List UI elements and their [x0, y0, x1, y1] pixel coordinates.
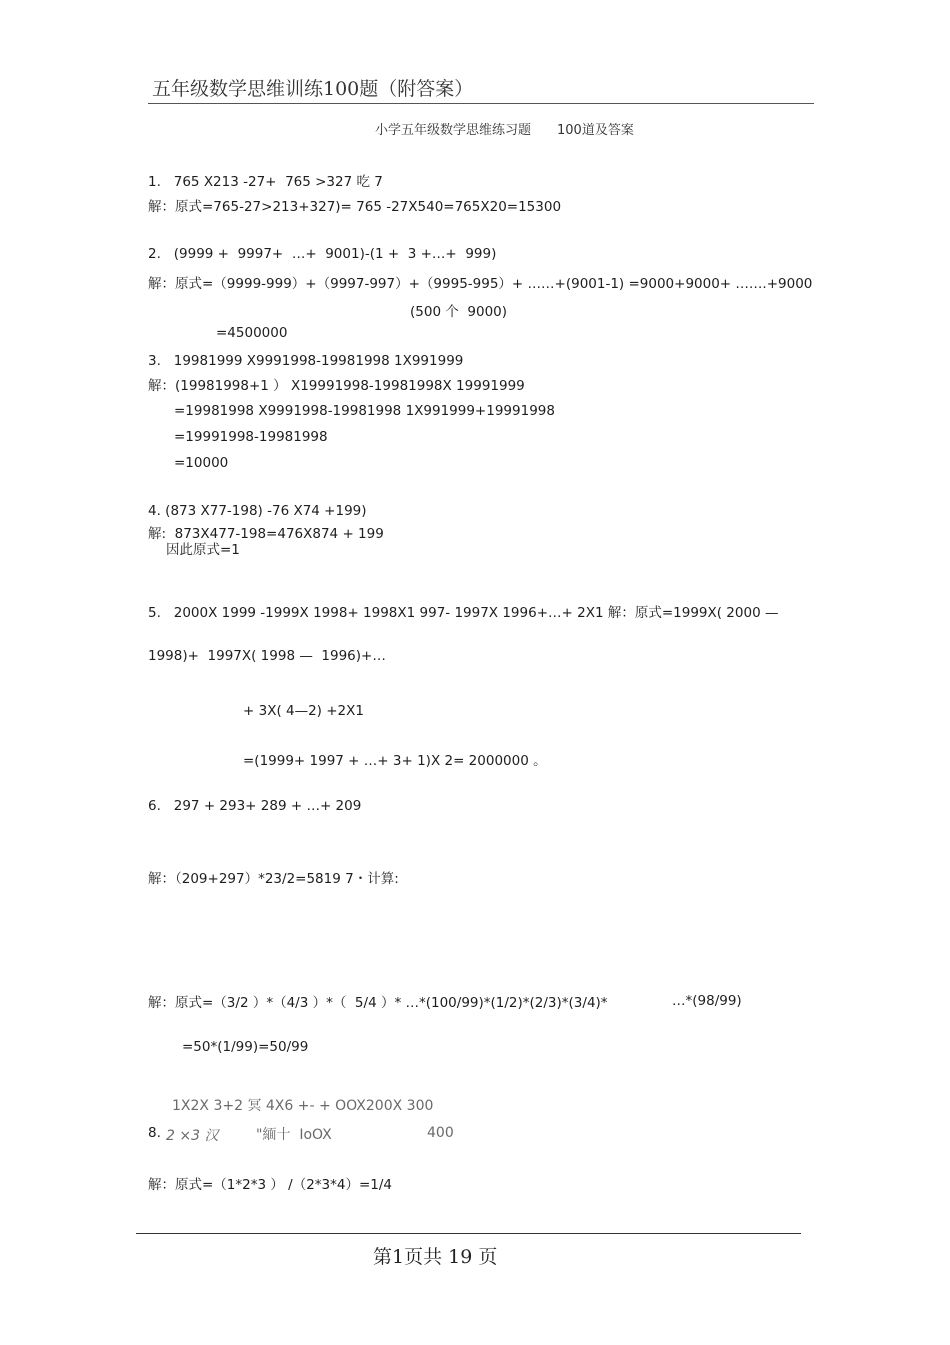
solution-1: 解：原式=765-27>213+327)= 765 -27X540=765X20=15300	[148, 199, 562, 215]
problem-5: 5. 2000X 1999 -1999X 1998+ 1998X1 997- 1997X 1996+…+ 2X1 解：原式=1999X( 2000 —	[148, 605, 779, 621]
page-number: 第1页共 19 页	[373, 1246, 498, 1268]
solution-4: 解: 873X477-198=476X874 + 199	[148, 526, 384, 542]
solution-3-step-1: =19981998 X9991998-19981998 1X991999+19991998	[174, 403, 555, 419]
solution-2: 解：原式=（9999-999）+（9997-997）+（9995-995）+ ……+(9001-1) =9000+9000+ …….+9000	[148, 276, 813, 292]
solution-7-result: =50*(1/99)=50/99	[182, 1039, 309, 1055]
footer-divider	[136, 1233, 801, 1234]
solution-5-result: =(1999+ 1997 + …+ 3+ 1)X 2= 2000000 。	[243, 753, 547, 769]
solution-5-step-1: 1998)+ 1997X( 1998 — 1996)+…	[148, 648, 386, 664]
solution-3-result: =10000	[174, 455, 229, 471]
problem-4: 4. (873 X77-198) -76 X74 +199)	[148, 503, 367, 519]
solution-5-step-2: + 3X( 4—2) +2X1	[243, 703, 364, 719]
problem-2: 2. (9999 + 9997+ …+ 9001)-(1 + 3 +…+ 999)	[148, 246, 497, 262]
problem-6: 6. 297 + 293+ 289 + …+ 209	[148, 798, 362, 814]
solution-7: 解：原式=（3/2 ）*（4/3 ）*（ 5/4 ）* …*(100/99)*(1/2)*(2/3)*(3/4)*	[148, 995, 608, 1011]
problem-3: 3. 19981999 X9991998-19981998 1X991999	[148, 353, 464, 369]
solution-4-result: 因此原式=1	[166, 542, 240, 558]
problem-8-denominator-c: 400	[427, 1125, 454, 1141]
header-divider	[148, 103, 814, 104]
solution-7-tail: …*(98/99)	[672, 993, 742, 1009]
document-subtitle: 小学五年级数学思维练习题 100道及答案	[375, 123, 634, 138]
problem-8-number: 8.	[148, 1125, 161, 1141]
solution-2-note: (500 个 9000)	[410, 304, 508, 320]
solution-6: 解：（209+297）*23/2=5819 7・计算:	[148, 871, 399, 887]
problem-8-denominator-a: 2 ×3 汉	[166, 1128, 219, 1144]
problem-8-denominator-b: "緬十 IoOX	[256, 1127, 332, 1143]
solution-3: 解：(19981998+1 ） X19991998-19981998X 19991999	[148, 378, 525, 394]
solution-2-result: =4500000	[216, 325, 288, 341]
problem-8-numerator: 1X2X 3+2 冥 4X6 +- + OOX200X 300	[172, 1098, 434, 1114]
document-header-title: 五年级数学思维训练100题（附答案）	[152, 78, 474, 100]
solution-8: 解：原式=（1*2*3 ） /（2*3*4）=1/4	[148, 1177, 393, 1193]
problem-1: 1. 765 X213 -27+ 765 >327 吃 7	[148, 174, 383, 190]
solution-3-step-2: =19991998-19981998	[174, 429, 328, 445]
